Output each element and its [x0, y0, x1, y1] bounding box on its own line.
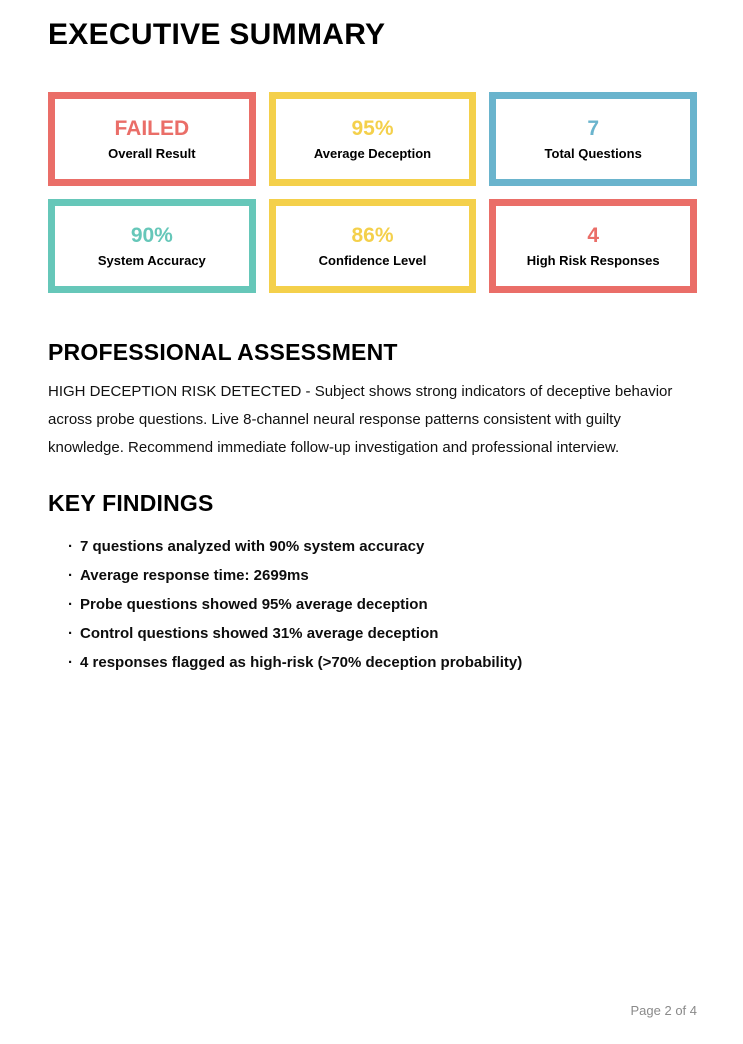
card-value: 86%: [351, 224, 394, 247]
card-label: Confidence Level: [318, 253, 427, 268]
card-label: System Accuracy: [97, 253, 206, 268]
bullet-dot-icon: ·: [68, 567, 73, 584]
professional-assessment-body: HIGH DECEPTION RISK DETECTED - Subject shows strong indicators of deceptive behavior across probe questions. Live 8-channel neural response patterns consistent with guilty knowledge. Recommend immediate follow-up investigation and professional interview.: [48, 383, 673, 456]
finding-text: Probe questions showed 95% average deception: [80, 596, 428, 613]
finding-text: Average response time: 2699ms: [80, 567, 309, 584]
summary-card: [48, 92, 256, 186]
finding-item: [68, 561, 697, 590]
card-label: Average Deception: [313, 146, 432, 161]
key-findings-list: [48, 532, 697, 677]
card-value: 7: [587, 117, 599, 140]
page-number: Page 2 of 4: [630, 1003, 697, 1018]
finding-text: Control questions showed 31% average deception: [80, 625, 439, 642]
summary-card: [489, 199, 697, 293]
bullet-dot-icon: ·: [68, 538, 73, 555]
card-value: FAILED: [114, 117, 190, 140]
summary-card: [269, 92, 477, 186]
page-title: EXECUTIVE SUMMARY: [48, 18, 386, 51]
bullet-dot-icon: ·: [68, 625, 73, 642]
card-value: 90%: [130, 224, 173, 247]
summary-card: [269, 199, 477, 293]
card-label: High Risk Responses: [526, 253, 660, 268]
summary-card: [48, 199, 256, 293]
finding-text: 4 responses flagged as high-risk (>70% deception probability): [80, 654, 523, 671]
summary-card: [489, 92, 697, 186]
summary-cards: [48, 92, 697, 293]
card-label: Overall Result: [108, 146, 196, 161]
card-value: 95%: [351, 117, 394, 140]
finding-item: [68, 648, 697, 677]
card-value: 4: [587, 224, 599, 247]
bullet-dot-icon: ·: [68, 596, 73, 613]
finding-item: [68, 619, 697, 648]
professional-assessment-heading: PROFESSIONAL ASSESSMENT: [48, 339, 398, 365]
finding-item: [68, 532, 697, 561]
card-label: Total Questions: [544, 146, 642, 161]
finding-text: 7 questions analyzed with 90% system accuracy: [80, 538, 425, 555]
bullet-dot-icon: ·: [68, 654, 73, 671]
key-findings-heading: KEY FINDINGS: [48, 490, 214, 516]
finding-item: [68, 590, 697, 619]
